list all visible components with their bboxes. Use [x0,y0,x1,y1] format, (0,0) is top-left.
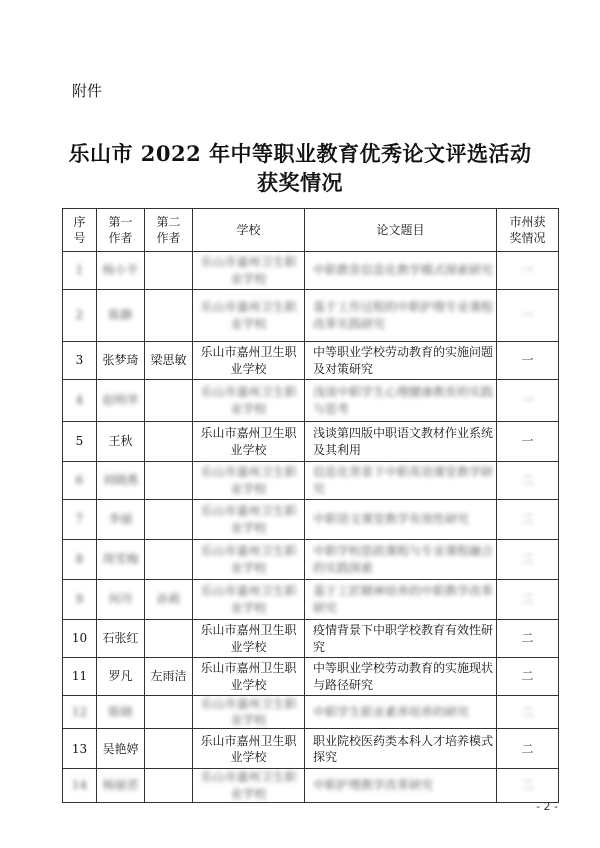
cell-no: 12 [63,696,97,729]
table-row [63,540,559,580]
cell-second-author [145,500,193,540]
cell-school: 乐山市嘉州卫生职业学校 [193,540,305,580]
cell-second-author [145,380,193,422]
cell-paper-title: 职业院校医药类本科人才培养模式探究 [305,729,497,769]
cell-paper-title: 疫情背景下中职学校教育有效性研究 [305,620,497,658]
cell-no: 5 [63,422,97,462]
page-number: - 2 - [536,800,558,813]
cell-award: 一 [497,252,559,290]
cell-award: 二 [497,580,559,620]
cell-paper-title: 中职学校思政课程与专业课程融合的实践探索 [305,540,497,580]
header-second-author: 第二作者 [145,209,193,252]
cell-paper-title: 基于工作过程的中职护理专业课程改革实践研究 [305,290,497,342]
cell-school: 乐山市嘉州卫生职业学校 [193,620,305,658]
header-first-author: 第一作者 [97,209,145,252]
cell-paper-title: 中职护理教学改革研究 [305,769,497,802]
cell-second-author [145,540,193,580]
cell-school: 乐山市嘉州卫生职业学校 [193,658,305,696]
cell-school: 乐山市嘉州卫生职业学校 [193,696,305,729]
cell-no: 3 [63,342,97,380]
cell-school: 乐山市嘉州卫生职业学校 [193,290,305,342]
cell-award: 二 [497,658,559,696]
cell-award: 二 [497,696,559,729]
table-row [63,462,559,500]
document-subtitle: 获奖情况 [257,170,343,195]
cell-no: 7 [63,500,97,540]
table-row [63,658,559,696]
header-school: 学校 [193,209,305,252]
cell-school: 乐山市嘉州卫生职业学校 [193,342,305,380]
table-row [63,422,559,462]
cell-second-author [145,422,193,462]
cell-award: 一 [497,380,559,422]
cell-paper-title: 中职教育信息化教学模式探索研究 [305,252,497,290]
table-body [63,252,559,803]
cell-first-author: 张梦琦 [97,342,145,380]
cell-school: 乐山市嘉州卫生职业学校 [193,252,305,290]
table-row [63,252,559,290]
table-row [63,696,559,729]
cell-first-author: 吴艳婷 [97,729,145,769]
cell-school: 乐山市嘉州卫生职业学校 [193,500,305,540]
cell-paper-title: 中职学生职业素养培养的研究 [305,696,497,729]
cell-school: 乐山市嘉州卫生职业学校 [193,422,305,462]
cell-school: 乐山市嘉州卫生职业学校 [193,729,305,769]
cell-no: 10 [63,620,97,658]
cell-second-author [145,729,193,769]
cell-first-author: 石张红 [97,620,145,658]
cell-first-author: 陈晓 [97,696,145,729]
cell-first-author: 陈静 [97,290,145,342]
cell-paper-title: 中等职业学校劳动教育的实施问题及对策研究 [305,342,497,380]
cell-first-author: 李丽 [97,500,145,540]
cell-first-author: 罗凡 [97,658,145,696]
cell-paper-title: 中职语文课堂教学有效性研究 [305,500,497,540]
table-row [63,500,559,540]
cell-second-author [145,769,193,802]
table-row [63,290,559,342]
cell-award: 二 [497,769,559,802]
cell-first-author: 杨丽君 [97,769,145,802]
cell-award: 二 [497,462,559,500]
cell-no: 14 [63,769,97,802]
document-title: 乐山市 2022 年中等职业教育优秀论文评选活动 [68,141,532,166]
cell-no: 13 [63,729,97,769]
table-row [63,580,559,620]
cell-paper-title: 浅谈第四版中职语文教材作业系统及其利用 [305,422,497,462]
table-header-row [63,209,559,252]
cell-paper-title: 基于工匠精神培养的中职教学改革研究 [305,580,497,620]
cell-paper-title: 浅谈中职学生心理健康教育的实践与思考 [305,380,497,422]
cell-no: 2 [63,290,97,342]
table-row [63,620,559,658]
cell-first-author: 赵明华 [97,380,145,422]
cell-no: 1 [63,252,97,290]
cell-award: 二 [497,620,559,658]
cell-award: 一 [497,290,559,342]
cell-award: 二 [497,500,559,540]
header-award: 市州获奖情况 [497,209,559,252]
cell-award: 一 [497,422,559,462]
cell-no: 11 [63,658,97,696]
cell-paper-title: 中等职业学校劳动教育的实施现状与路径研究 [305,658,497,696]
cell-second-author: 左雨洁 [145,658,193,696]
cell-no: 9 [63,580,97,620]
header-no: 序号 [63,209,97,252]
cell-no: 4 [63,380,97,422]
cell-first-author: 刘晓燕 [97,462,145,500]
cell-no: 6 [63,462,97,500]
cell-first-author: 何丹 [97,580,145,620]
cell-award: 一 [497,342,559,380]
cell-second-author [145,252,193,290]
cell-award: 二 [497,729,559,769]
awards-table [62,208,559,803]
cell-no: 8 [63,540,97,580]
table-row [63,769,559,802]
header-paper-title: 论文题目 [305,209,497,252]
cell-second-author: 梁思敏 [145,342,193,380]
cell-first-author: 周雪梅 [97,540,145,580]
cell-first-author: 王秋 [97,422,145,462]
table-row [63,729,559,769]
cell-second-author [145,290,193,342]
cell-second-author [145,696,193,729]
cell-school: 乐山市嘉州卫生职业学校 [193,462,305,500]
attachment-label: 附件 [72,82,103,100]
cell-school: 乐山市嘉州卫生职业学校 [193,769,305,802]
table-row [63,342,559,380]
cell-second-author [145,620,193,658]
cell-second-author [145,462,193,500]
cell-award: 二 [497,540,559,580]
cell-second-author: 孙莉 [145,580,193,620]
cell-school: 乐山市嘉州卫生职业学校 [193,380,305,422]
cell-paper-title: 信息化背景下中职英语课堂教学研究 [305,462,497,500]
cell-first-author: 杨小平 [97,252,145,290]
table-row [63,380,559,422]
cell-school: 乐山市嘉州卫生职业学校 [193,580,305,620]
